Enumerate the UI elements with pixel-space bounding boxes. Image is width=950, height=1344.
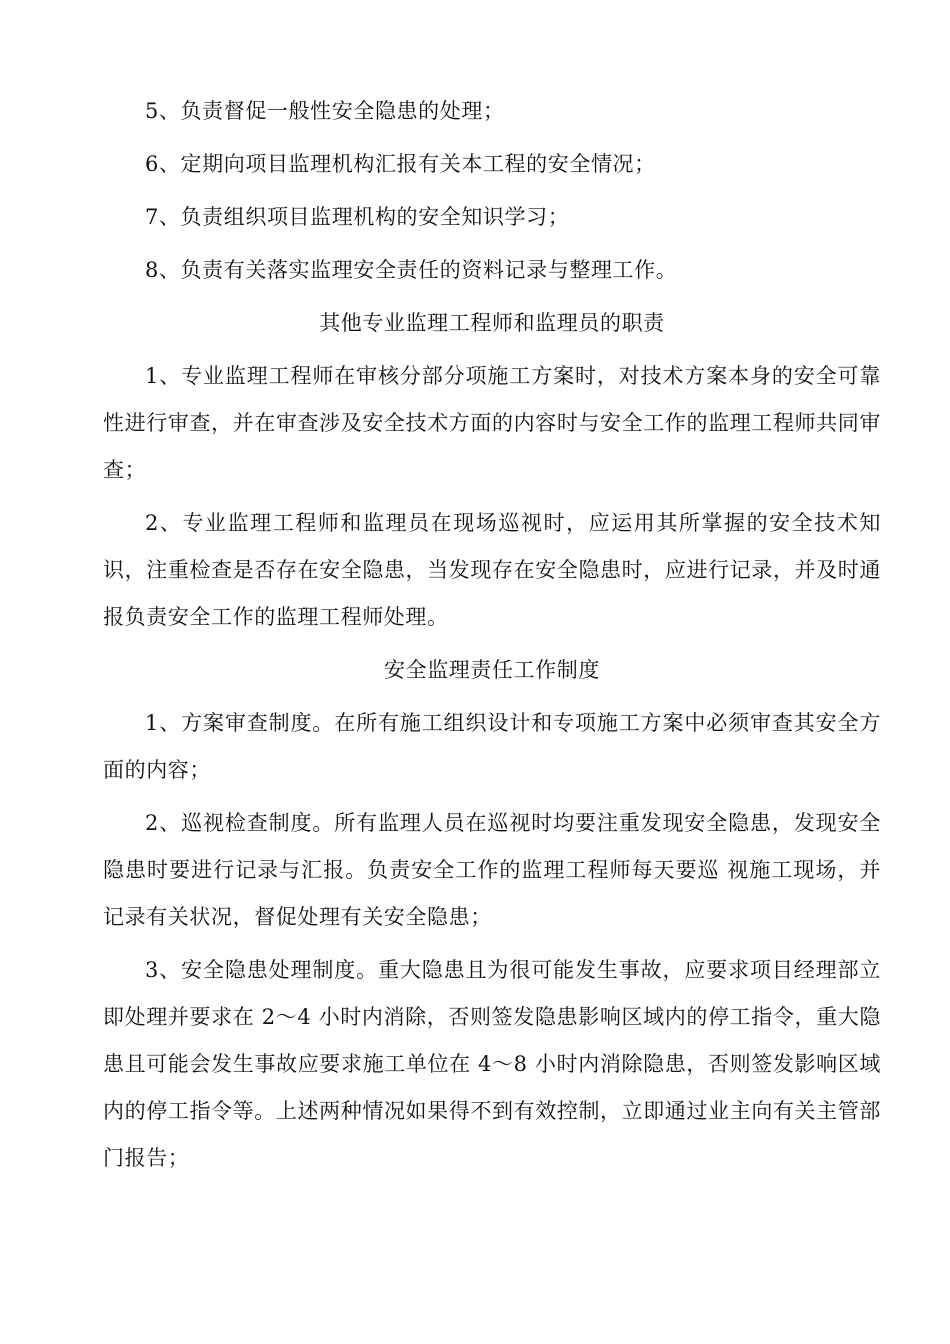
document-body — [103, 88, 881, 1188]
paragraph: 2、专业监理工程师和监理员在现场巡视时，应运用其所掌握的安全技术知识，注重检查是否存在安全隐患，当发现存在安全隐患时，应进行记录，并及时通报负责安全工作的监理工程师处理。 — [103, 511, 881, 629]
list-item: 7、负责组织项目监理机构的安全知识学习； — [145, 205, 570, 229]
section-heading: 其他专业监理工程师和监理员的职责 — [319, 311, 665, 335]
list-item: 8、负责有关落实监理安全责任的资料记录与整理工作。 — [145, 258, 678, 282]
paragraph: 1、专业监理工程师在审核分部分项施工方案时，对技术方案本身的安全可靠性进行审查，并在审查涉及安全技术方面的内容时与安全工作的监理工程师共同审查； — [103, 364, 881, 482]
section-heading: 安全监理责任工作制度 — [384, 658, 600, 682]
paragraph: 1、方案审查制度。在所有施工组织设计和专项施工方案中必须审查其安全方面的内容； — [103, 711, 881, 782]
list-item: 5、负责督促一般性安全隐患的处理； — [145, 99, 505, 123]
list-item: 6、定期向项目监理机构汇报有关本工程的安全情况； — [145, 152, 656, 176]
paragraph: 3、安全隐患处理制度。重大隐患且为很可能发生事故，应要求项目经理部立即处理并要求在 2～4 小时内消除，否则签发隐患影响区域内的停工指令，重大隐患且可能会发生事故应要求施工单位在 4～8 小时内消除隐患，否则签发影响区域内的停工指令等。上述两种情况如果得不到有效控制，立即通过业主向有关主管部门报告； — [103, 958, 881, 1170]
paragraph: 2、巡视检查制度。所有监理人员在巡视时均要注重发现安全隐患，发现安全隐患时要进行记录与汇报。负责安全工作的监理工程师每天要巡 视施工现场，并记录有关状况，督促处理有关安全隐患； — [103, 811, 881, 929]
